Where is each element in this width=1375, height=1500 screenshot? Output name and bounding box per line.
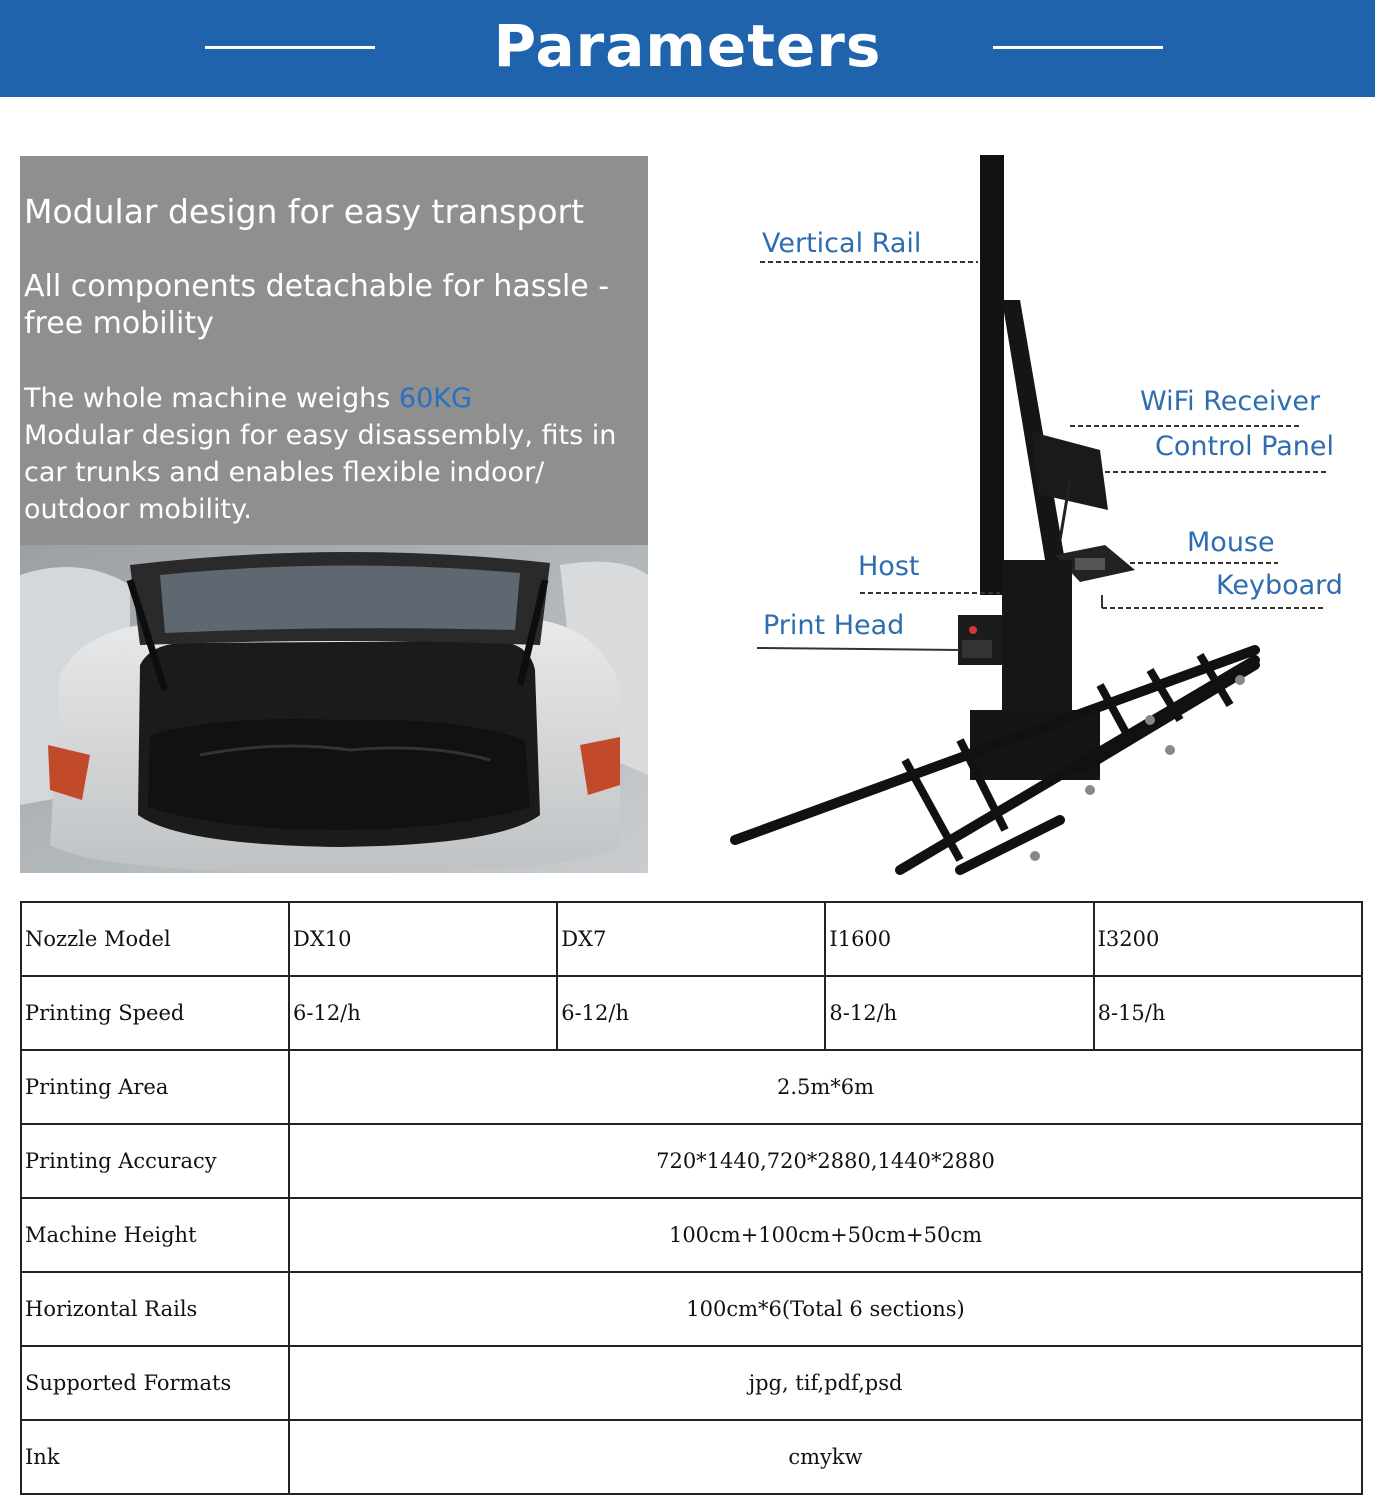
info-subheading: All components detachable for hassle -free mobility [24, 269, 610, 341]
spec-label: Printing Speed [21, 976, 289, 1050]
label-vertical-rail: Vertical Rail [762, 228, 922, 259]
label-mouse: Mouse [1187, 527, 1275, 558]
page-title: Parameters [493, 12, 882, 80]
spec-value: I1600 [825, 902, 1093, 976]
car-trunk-image [20, 545, 648, 873]
info-body [24, 380, 634, 528]
spec-label: Ink [21, 1420, 289, 1494]
label-wifi-receiver: WiFi Receiver [1140, 386, 1321, 417]
spec-label: Horizontal Rails [21, 1272, 289, 1346]
table-row [21, 1346, 1362, 1420]
spec-value: 2.5m*6m [289, 1050, 1362, 1124]
label-print-head: Print Head [763, 610, 905, 641]
spec-value: 8-12/h [825, 976, 1093, 1050]
table-row [21, 976, 1362, 1050]
specs-table [20, 901, 1363, 1495]
car-trunk-photo [20, 545, 648, 873]
table-row [21, 1050, 1362, 1124]
table-row [21, 1124, 1362, 1198]
label-control-panel: Control Panel [1155, 431, 1335, 462]
spec-label: Machine Height [21, 1198, 289, 1272]
spec-value: 720*1440,720*2880,1440*2880 [289, 1124, 1362, 1198]
spec-value: 8-15/h [1094, 976, 1362, 1050]
info-heading: Modular design for easy transport [24, 192, 585, 231]
label-keyboard: Keyboard [1216, 570, 1343, 601]
spec-value: I3200 [1094, 902, 1362, 976]
spec-value: DX7 [557, 902, 825, 976]
header-banner [0, 0, 1375, 97]
spec-value: 100cm*6(Total 6 sections) [289, 1272, 1362, 1346]
table-row [21, 902, 1362, 976]
weight-prefix: The whole machine weighs [24, 383, 399, 414]
table-row [21, 1420, 1362, 1494]
printer-machine-diagram [730, 150, 1370, 880]
printer-machine-illustration [730, 150, 1370, 880]
transport-info-panel [20, 156, 648, 545]
label-host: Host [858, 551, 920, 582]
spec-value: cmykw [289, 1420, 1362, 1494]
spec-value: 100cm+100cm+50cm+50cm [289, 1198, 1362, 1272]
header-rule-right [993, 46, 1163, 49]
table-row [21, 1198, 1362, 1272]
info-description: Modular design for easy disassembly, fits in car trunks and enables flexible indoor/ outdoor mobility. [24, 420, 617, 525]
spec-value: DX10 [289, 902, 557, 976]
weight-value: 60KG [398, 383, 472, 414]
spec-label: Printing Accuracy [21, 1124, 289, 1198]
spec-label: Nozzle Model [21, 902, 289, 976]
spec-value: 6-12/h [289, 976, 557, 1050]
spec-value: 6-12/h [557, 976, 825, 1050]
spec-value: jpg, tif,pdf,psd [289, 1346, 1362, 1420]
table-row [21, 1272, 1362, 1346]
spec-label: Printing Area [21, 1050, 289, 1124]
spec-label: Supported Formats [21, 1346, 289, 1420]
